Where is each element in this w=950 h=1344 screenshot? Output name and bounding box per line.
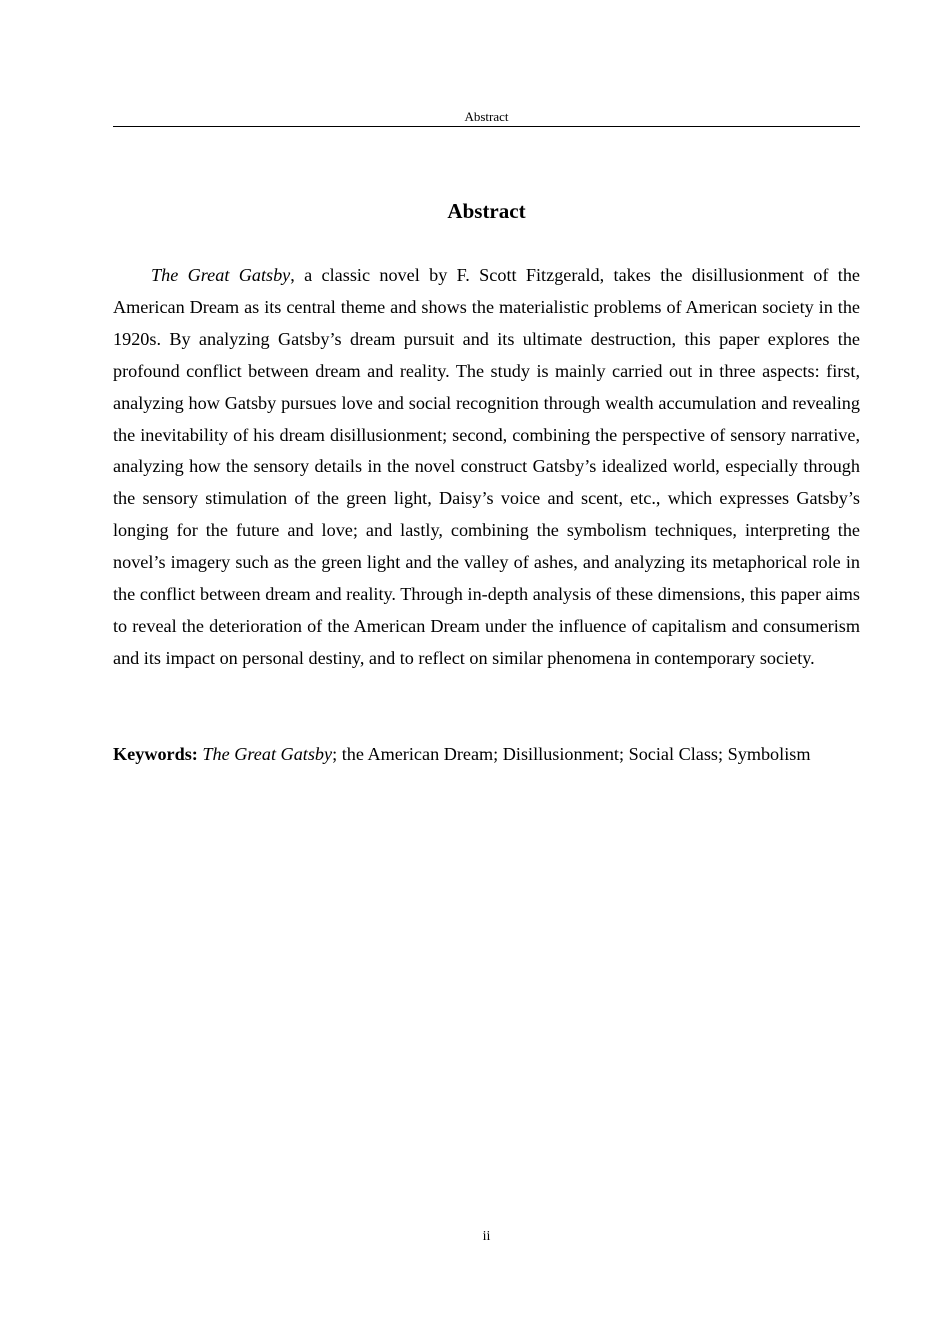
running-header: Abstract <box>464 109 509 124</box>
page-number: ii <box>482 1229 491 1244</box>
abstract-title: Abstract <box>447 199 526 223</box>
keywords-list: ; the American Dream; Disillusionment; Social Class; Symbolism <box>332 744 811 764</box>
abstract-body-text: , a classic novel by F. Scott Fitzgerald, takes the disillusionment of the American Dream as its central theme and shows the materialistic problems of American society in the 1920s. By analyzing Gatsby’s dream pursuit and its ultimate destruction, this paper explores the profound conflict between dream and reality. The study is mainly carried out in three aspects: first, analyzing how Gatsby pursues love and social recognition through wealth accumulation and revealing the inevitability of his dream disillusionment; second, combining the perspective of sensory narrative, analyzing how the sensory details in the novel construct Gatsby’s idealized world, especially through the sensory stimulation of the green light, Daisy’s voice and scent, etc., which expresses Gatsby’s longing for the future and love; and lastly, combining the symbolism techniques, interpreting the novel’s imagery such as the green light and the valley of ashes, and analyzing its metaphorical role in the conflict between dream and reality. Through in-depth analysis of these dimensions, this paper aims to reveal the deterioration of the American Dream under the influence of capitalism and consumerism and its impact on personal destiny, and to reflect on similar phenomena in contemporary society. <box>113 265 860 668</box>
abstract-work-title: The Great Gatsby <box>151 265 291 285</box>
abstract-body <box>113 260 860 675</box>
keywords-work-title: The Great Gatsby <box>202 744 333 764</box>
keywords-line <box>113 739 873 771</box>
header-rule <box>113 126 860 127</box>
keywords-label: Keywords: <box>113 744 198 764</box>
